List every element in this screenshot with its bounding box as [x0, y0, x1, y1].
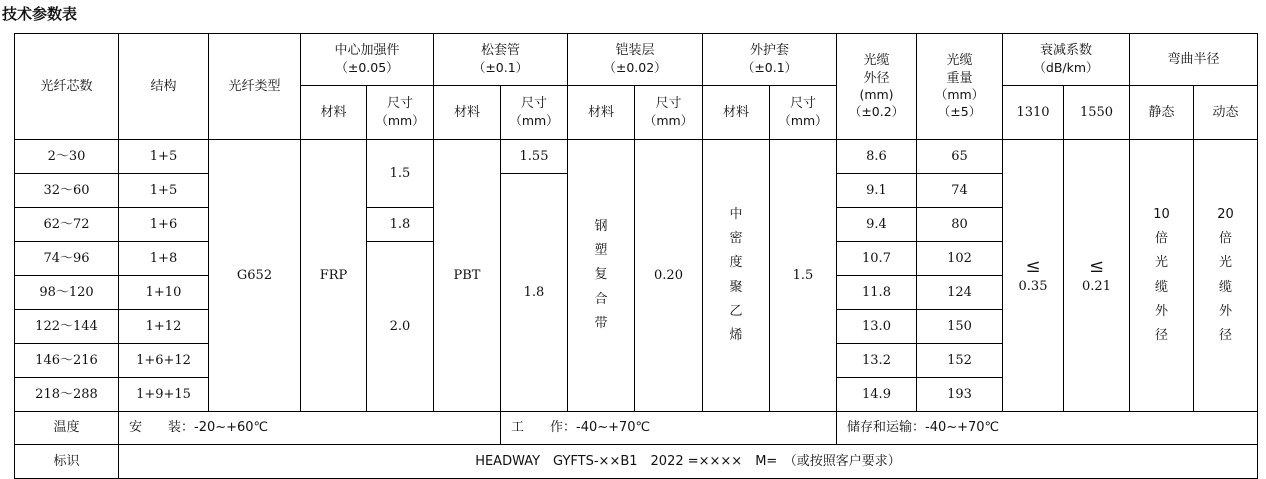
armor-size-cell: 0.20 [635, 140, 703, 412]
structure-cell: 1+12 [119, 310, 209, 344]
attenuation-1310-cell: ≤ 0.35 [1003, 140, 1064, 412]
cable-weight-cell: 80 [917, 208, 1003, 242]
header-loose-tube: 松套管 （±0.1） [434, 34, 568, 86]
cable-od-cell: 9.1 [837, 174, 917, 208]
cable-od-cell: 8.6 [837, 140, 917, 174]
header-sheath-material: 材料 [703, 86, 770, 140]
header-cable-weight: 光缆 重量 （mm） （±5） [917, 34, 1003, 140]
header-center-material: 材料 [301, 86, 367, 140]
cable-od-cell: 14.9 [837, 378, 917, 412]
cable-weight-cell: 74 [917, 174, 1003, 208]
temperature-storage: 储存和运输：-40~+70℃ [837, 412, 1258, 445]
fiber-count-cell: 2～30 [15, 140, 119, 174]
header-sheath: 外护套 （±0.1） [703, 34, 837, 86]
cable-od-cell: 10.7 [837, 242, 917, 276]
temperature-operate: 工 作：-40~+70℃ [501, 412, 837, 445]
structure-cell: 1+6 [119, 208, 209, 242]
structure-cell: 1+10 [119, 276, 209, 310]
header-bend-radius: 弯曲半径 [1130, 34, 1258, 86]
header-structure: 结构 [119, 34, 209, 140]
marking-value: HEADWAY GYFTS-××B1 2022 =×××× M= （或按照客户要求） [119, 445, 1258, 479]
fiber-count-cell: 146～216 [15, 344, 119, 378]
header-tube-size: 尺寸 （mm） [501, 86, 568, 140]
center-size-cell: 1.5 [367, 140, 434, 208]
page-title: 技术参数表 [2, 5, 78, 23]
marking-row [15, 445, 1258, 479]
cable-weight-cell: 193 [917, 378, 1003, 412]
tube-material-cell: PBT [434, 140, 501, 412]
fiber-count-cell: 74～96 [15, 242, 119, 276]
header-bend-static: 静态 [1130, 86, 1194, 140]
tube-size-cell: 1.55 [501, 140, 568, 174]
header-tube-material: 材料 [434, 86, 501, 140]
cable-weight-cell: 65 [917, 140, 1003, 174]
fiber-count-cell: 218～288 [15, 378, 119, 412]
cable-od-cell: 13.2 [837, 344, 917, 378]
center-material-cell: FRP [301, 140, 367, 412]
table-row [15, 140, 1258, 174]
structure-cell: 1+6+12 [119, 344, 209, 378]
header-bend-dynamic: 动态 [1194, 86, 1258, 140]
header-armor: 铠装层 （±0.02） [568, 34, 703, 86]
structure-cell: 1+9+15 [119, 378, 209, 412]
structure-cell: 1+8 [119, 242, 209, 276]
sheath-size-cell: 1.5 [770, 140, 837, 412]
header-attenuation: 衰减系数 （dB/km） [1003, 34, 1130, 86]
header-wavelength-1550: 1550 [1064, 86, 1130, 140]
spec-table [14, 33, 1258, 479]
header-fiber-type: 光纤类型 [209, 34, 301, 140]
center-size-cell: 2.0 [367, 242, 434, 412]
fiber-count-cell: 62～72 [15, 208, 119, 242]
cable-od-cell: 13.0 [837, 310, 917, 344]
structure-cell: 1+5 [119, 174, 209, 208]
cable-weight-cell: 124 [917, 276, 1003, 310]
temperature-label: 温度 [15, 412, 119, 445]
header-center-member: 中心加强件 （±0.05） [301, 34, 434, 86]
center-size-cell: 1.8 [367, 208, 434, 242]
header-armor-size: 尺寸 （mm） [635, 86, 703, 140]
fiber-count-cell: 32～60 [15, 174, 119, 208]
tube-size-cell: 1.8 [501, 174, 568, 412]
cable-od-cell: 11.8 [837, 276, 917, 310]
bend-dynamic-cell: 20 倍 光 缆 外 径 [1194, 140, 1258, 412]
fiber-count-cell: 122～144 [15, 310, 119, 344]
header-cable-od: 光缆 外径 (mm) （±0.2） [837, 34, 917, 140]
cable-od-cell: 9.4 [837, 208, 917, 242]
cable-weight-cell: 152 [917, 344, 1003, 378]
fiber-count-cell: 98～120 [15, 276, 119, 310]
bend-static-cell: 10 倍 光 缆 外 径 [1130, 140, 1194, 412]
header-fiber-count: 光纤芯数 [15, 34, 119, 140]
sheath-material-cell: 中 密 度 聚 乙 烯 [703, 140, 770, 412]
cable-weight-cell: 150 [917, 310, 1003, 344]
cable-weight-cell: 102 [917, 242, 1003, 276]
temperature-install: 安 装：-20~+60℃ [119, 412, 501, 445]
fiber-type-cell: G652 [209, 140, 301, 412]
armor-material-cell: 钢 塑 复 合 带 [568, 140, 635, 412]
attenuation-1550-cell: ≤ 0.21 [1064, 140, 1130, 412]
structure-cell: 1+5 [119, 140, 209, 174]
marking-label: 标识 [15, 445, 119, 479]
header-wavelength-1310: 1310 [1003, 86, 1064, 140]
header-center-size: 尺寸 （mm） [367, 86, 434, 140]
header-sheath-size: 尺寸 （mm） [770, 86, 837, 140]
header-armor-material: 材料 [568, 86, 635, 140]
temperature-row [15, 412, 1258, 445]
